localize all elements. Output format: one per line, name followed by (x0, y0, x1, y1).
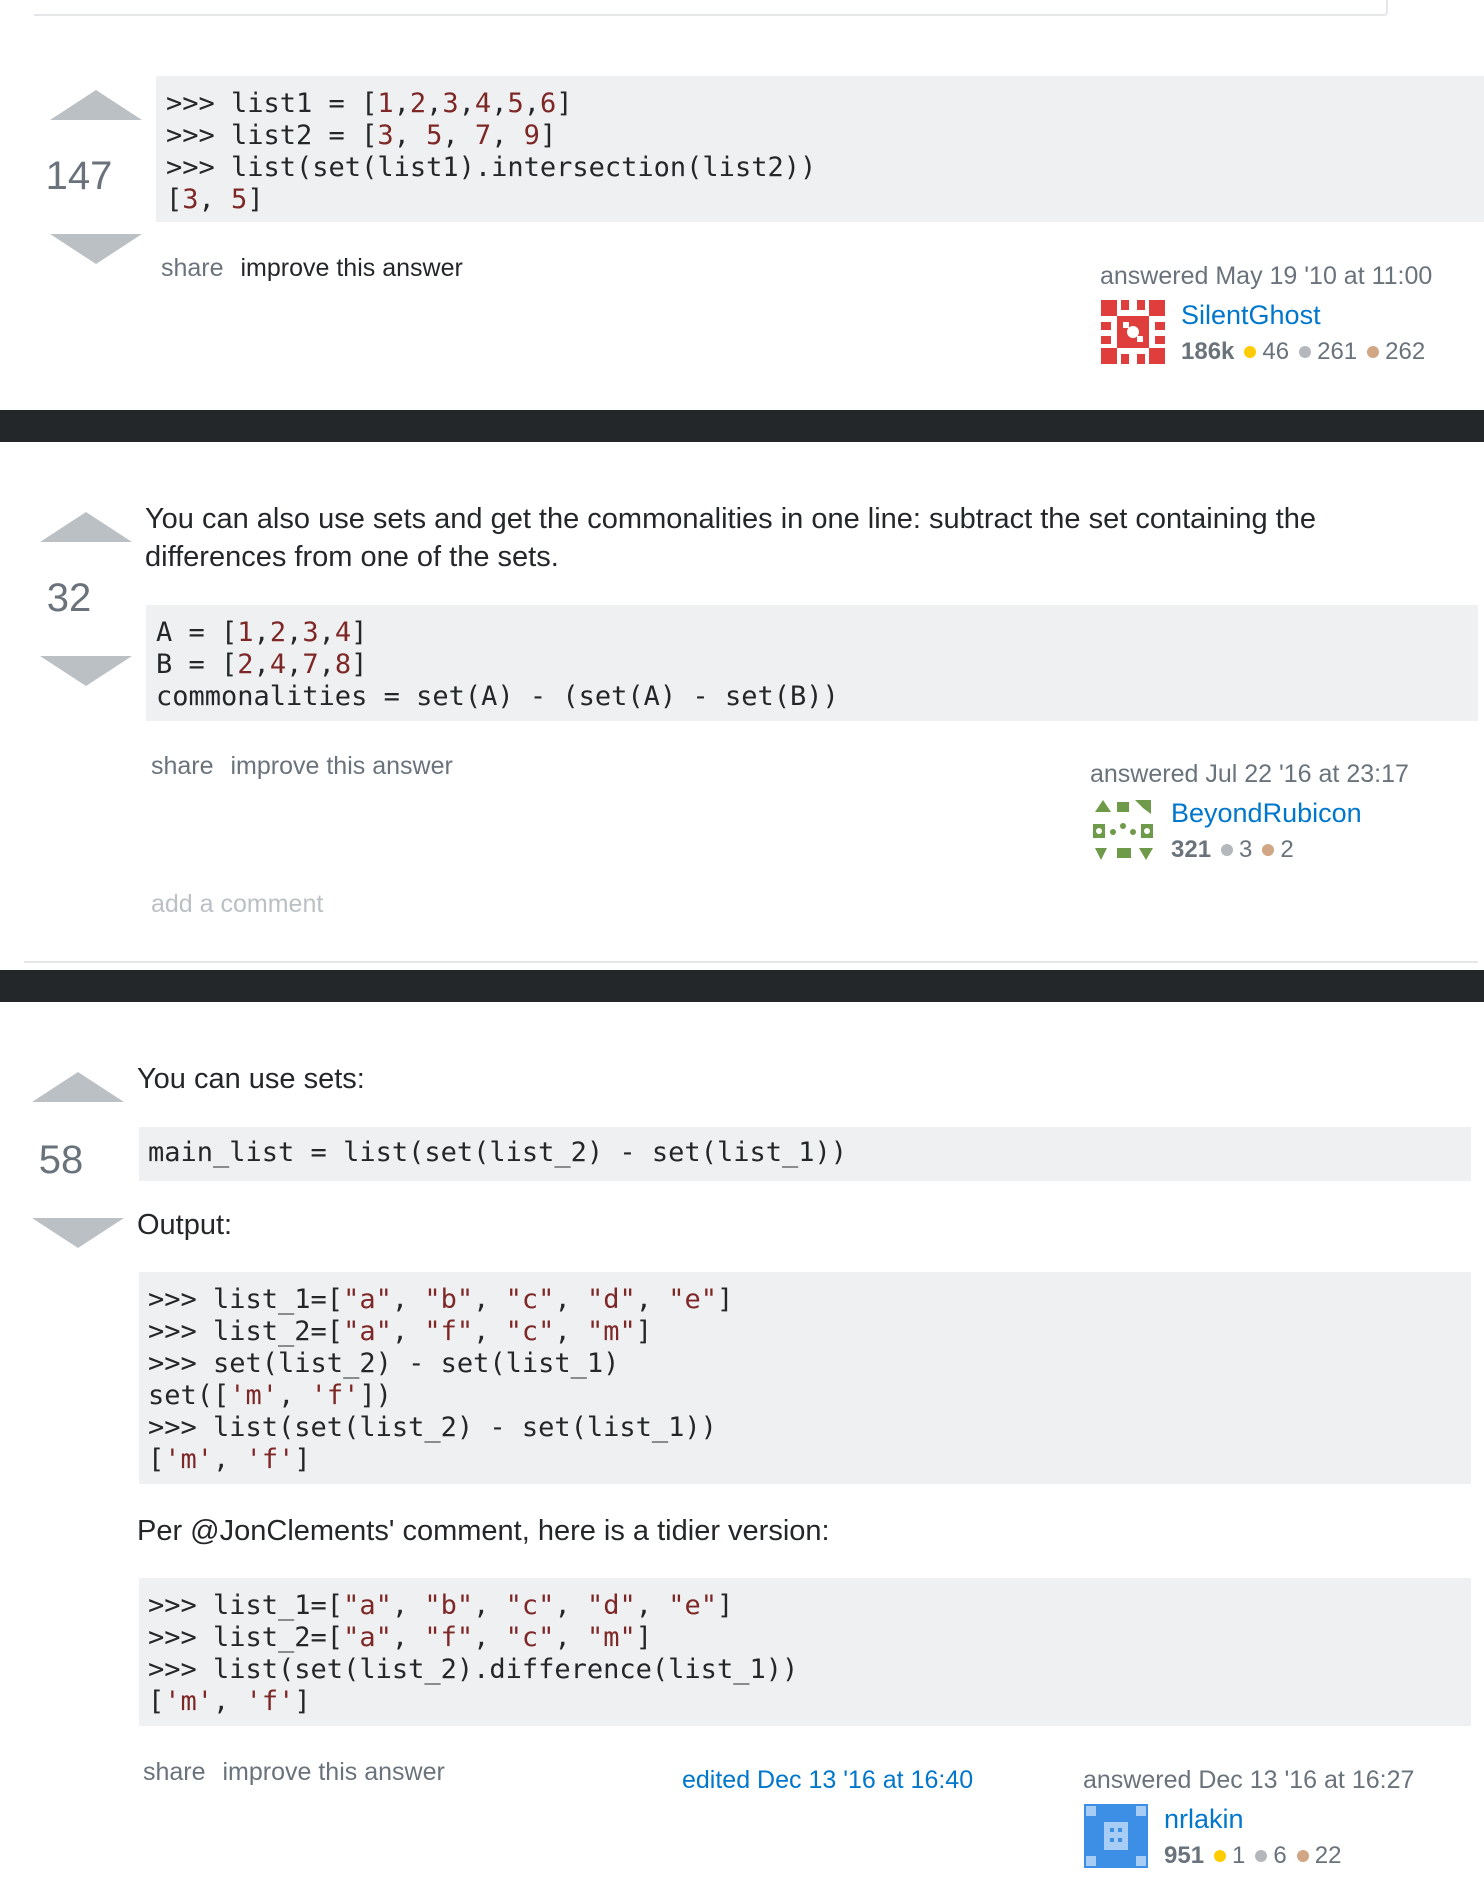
avatar[interactable] (1084, 1804, 1148, 1868)
code-text: , (523, 88, 540, 119)
code-literal: 2 (409, 88, 427, 119)
code-block (139, 1272, 1471, 1484)
upvote-button[interactable] (40, 512, 132, 542)
code-text: [ (166, 184, 183, 215)
code-text: ] (294, 1444, 311, 1475)
code-line (148, 1590, 1462, 1622)
code-literal: 'f' (245, 1444, 295, 1475)
user-reputation (1181, 338, 1425, 366)
share-link[interactable]: share (143, 1758, 206, 1786)
code-text: >>> list(set(list1).intersection(list2)) (166, 152, 817, 183)
code-text: , (554, 1316, 587, 1347)
code-text: >>> list2 = [ (166, 120, 378, 151)
code-text: , (253, 649, 270, 680)
silver-badge-count: 261 (1317, 338, 1358, 365)
edited-time-link[interactable]: edited Dec 13 '16 at 16:40 (682, 1766, 974, 1794)
code-literal: "e" (668, 1284, 718, 1315)
code-block (156, 76, 1484, 222)
code-text: [ (148, 1686, 165, 1717)
code-text: , (393, 120, 427, 151)
code-text: ] (294, 1686, 311, 1717)
code-text: >>> list_1=[ (148, 1284, 344, 1315)
answered-time: answered Jul 22 '16 at 23:17 (1090, 760, 1409, 788)
code-literal: 5 (231, 184, 248, 215)
code-text: , (286, 649, 303, 680)
code-text: ] (556, 88, 573, 119)
code-text: >>> list_1=[ (148, 1590, 344, 1621)
code-literal: 3 (302, 617, 319, 648)
code-literal: 4 (334, 617, 352, 648)
code-literal: "c" (505, 1316, 555, 1347)
code-text: ] (539, 120, 557, 151)
bronze-badge-icon (1367, 346, 1379, 358)
code-literal: 3 (377, 120, 394, 151)
code-literal: 6 (539, 88, 557, 119)
code-literal: "c" (505, 1284, 555, 1315)
code-literal: 3 (442, 88, 459, 119)
intro-text: You can use sets: (137, 1063, 365, 1095)
vote-count: 58 (38, 1138, 84, 1182)
downvote-button[interactable] (32, 1218, 124, 1248)
code-text: set([ (148, 1380, 230, 1411)
user-reputation (1164, 1842, 1341, 1870)
code-text: , (458, 88, 475, 119)
bronze-badge-count: 22 (1314, 1842, 1342, 1869)
code-literal: 1 (237, 617, 254, 648)
output-label: Output: (137, 1209, 233, 1241)
silver-badge-count: 6 (1273, 1842, 1287, 1869)
code-text: , (554, 1284, 587, 1315)
code-literal: 4 (474, 88, 492, 119)
code-text: , (318, 617, 335, 648)
code-text: , (391, 1622, 425, 1653)
user-name-link[interactable]: BeyondRubicon (1171, 798, 1362, 828)
code-text: , (554, 1590, 587, 1621)
answer-divider (0, 410, 1484, 442)
reputation-score: 951 (1164, 1842, 1205, 1869)
code-literal: "c" (505, 1590, 555, 1621)
code-text: , (554, 1622, 587, 1653)
code-line (148, 1380, 1462, 1412)
code-text: ]) (359, 1380, 392, 1411)
bronze-badge-count: 262 (1385, 338, 1426, 365)
code-text: , (198, 184, 232, 215)
code-text: ] (717, 1284, 734, 1315)
code-text: >>> list(set(list_2).difference(list_1)) (148, 1654, 799, 1685)
silver-badge-count: 3 (1239, 836, 1253, 863)
code-literal: 7 (474, 120, 492, 151)
gold-badge-count: 46 (1262, 338, 1290, 365)
code-text: , (278, 1380, 311, 1411)
code-literal: 5 (507, 88, 524, 119)
code-text: A = [ (156, 617, 238, 648)
code-line (148, 1444, 1462, 1476)
bronze-badge-icon (1297, 1850, 1309, 1862)
code-text: , (491, 88, 508, 119)
gold-badge-count: 1 (1232, 1842, 1246, 1869)
code-literal: 'm' (164, 1686, 214, 1717)
post-menu (161, 254, 473, 283)
code-text: ] (247, 184, 264, 215)
code-text: >>> list_2=[ (148, 1316, 344, 1347)
code-block: main_list = list(set(list_2) - set(list_1)) (139, 1127, 1471, 1181)
code-text: ] (635, 1316, 653, 1347)
code-literal: "b" (424, 1284, 474, 1315)
previous-answer-border (34, 0, 1388, 16)
code-text: , (473, 1316, 506, 1347)
code-line (148, 1284, 1462, 1316)
code-text: , (442, 120, 475, 151)
code-literal: 7 (302, 649, 319, 680)
code-text: >>> list1 = [ (166, 88, 378, 119)
code-text: ] (635, 1622, 653, 1653)
user-name-link[interactable]: nrlakin (1164, 1804, 1244, 1834)
code-text: [ (148, 1444, 165, 1475)
downvote-button[interactable] (40, 656, 132, 686)
code-literal: "m" (586, 1316, 636, 1347)
code-text: , (391, 1284, 425, 1315)
code-literal: "a" (343, 1622, 392, 1653)
code-literal: 9 (523, 120, 540, 151)
improve-answer-link[interactable]: improve this answer (240, 254, 463, 282)
code-text: , (391, 1590, 425, 1621)
code-block (146, 605, 1478, 721)
code-literal: 2 (269, 617, 287, 648)
code-text: , (635, 1590, 669, 1621)
code-line (148, 1686, 1462, 1718)
code-text: , (213, 1686, 246, 1717)
code-text: , (473, 1284, 506, 1315)
code-text: ] (351, 617, 368, 648)
code-literal: 8 (334, 649, 352, 680)
code-text: ] (351, 649, 368, 680)
code-literal: "a" (343, 1316, 392, 1347)
avatar[interactable] (1101, 300, 1165, 364)
code-line (148, 1316, 1462, 1348)
code-literal: 'm' (229, 1380, 279, 1411)
code-text: , (473, 1622, 506, 1653)
code-line (166, 152, 1474, 184)
code-text: , (393, 88, 410, 119)
improve-answer-link[interactable]: improve this answer (230, 752, 453, 780)
silver-badge-icon (1255, 1850, 1267, 1862)
code-literal: 4 (269, 649, 287, 680)
code-text: , (491, 120, 524, 151)
reputation-score: 321 (1171, 836, 1212, 863)
code-line (166, 120, 1474, 152)
code-text: , (391, 1316, 425, 1347)
code-literal: "a" (343, 1590, 392, 1621)
code-literal: 'f' (310, 1380, 360, 1411)
code-literal: "e" (668, 1590, 718, 1621)
answered-time: answered Dec 13 '16 at 16:27 (1083, 1766, 1415, 1794)
vote-count: 32 (46, 576, 92, 620)
post-menu (151, 752, 463, 781)
code-text: >>> list(set(list_2) - set(list_1)) (148, 1412, 717, 1443)
silver-badge-icon (1221, 844, 1233, 856)
code-line (156, 649, 1468, 681)
user-reputation (1171, 836, 1294, 864)
code-text: , (213, 1444, 246, 1475)
code-literal: "f" (424, 1316, 474, 1347)
code-line (148, 1348, 1462, 1380)
code-line (148, 1412, 1462, 1444)
code-text: >>> set(list_2) - set(list_1) (148, 1348, 620, 1379)
code-literal: 5 (426, 120, 443, 151)
code-line (156, 681, 1468, 713)
upvote-button[interactable] (50, 90, 142, 120)
code-literal: "b" (424, 1590, 474, 1621)
improve-answer-link[interactable]: improve this answer (222, 1758, 445, 1786)
add-comment-link[interactable]: add a comment (151, 890, 324, 918)
code-text: ] (717, 1590, 734, 1621)
reputation-score: 186k (1181, 338, 1235, 365)
avatar[interactable] (1091, 798, 1155, 862)
code-literal: 2 (237, 649, 254, 680)
answered-time: answered May 19 '10 at 11:00 (1100, 262, 1433, 290)
bronze-badge-icon (1262, 844, 1274, 856)
code-text: , (286, 617, 303, 648)
bronze-badge-count: 2 (1280, 836, 1294, 863)
downvote-button[interactable] (50, 234, 142, 264)
code-literal: "d" (586, 1284, 636, 1315)
code-line (166, 184, 1474, 216)
post-menu (143, 1758, 455, 1787)
code-literal: "m" (586, 1622, 636, 1653)
gold-badge-icon (1214, 1850, 1226, 1862)
code-literal: "f" (424, 1622, 474, 1653)
code-literal: "a" (343, 1284, 392, 1315)
code-text: >>> list_2=[ (148, 1622, 344, 1653)
tidier-label: Per @JonClements' comment, here is a tidier version: (137, 1515, 830, 1547)
vote-count: 147 (45, 154, 113, 198)
code-text: , (426, 88, 443, 119)
code-line (148, 1654, 1462, 1686)
code-line (148, 1622, 1462, 1654)
code-literal: 'm' (164, 1444, 214, 1475)
code-text: , (253, 617, 270, 648)
code-line (156, 617, 1468, 649)
code-text: B = [ (156, 649, 238, 680)
code-line (166, 88, 1474, 120)
silver-badge-icon (1299, 346, 1311, 358)
code-literal: "d" (586, 1590, 636, 1621)
share-link[interactable]: share (161, 254, 224, 282)
answer-divider (0, 970, 1484, 1002)
share-link[interactable]: share (151, 752, 214, 780)
user-name-link[interactable]: SilentGhost (1181, 300, 1321, 330)
code-literal: 'f' (245, 1686, 295, 1717)
code-text: commonalities = set(A) - (set(A) - set(B)) (156, 681, 839, 712)
code-literal: 3 (182, 184, 199, 215)
code-block (139, 1578, 1471, 1726)
code-literal: 1 (377, 88, 394, 119)
upvote-button[interactable] (32, 1072, 124, 1102)
code-text: , (318, 649, 335, 680)
code-text: , (635, 1284, 669, 1315)
comment-separator (24, 961, 1478, 963)
code-literal: "c" (505, 1622, 555, 1653)
gold-badge-icon (1244, 346, 1256, 358)
code-text: , (473, 1590, 506, 1621)
answer-text: You can also use sets and get the commonalities in one line: subtract the set containing the differences from one of the sets. (145, 503, 1316, 573)
